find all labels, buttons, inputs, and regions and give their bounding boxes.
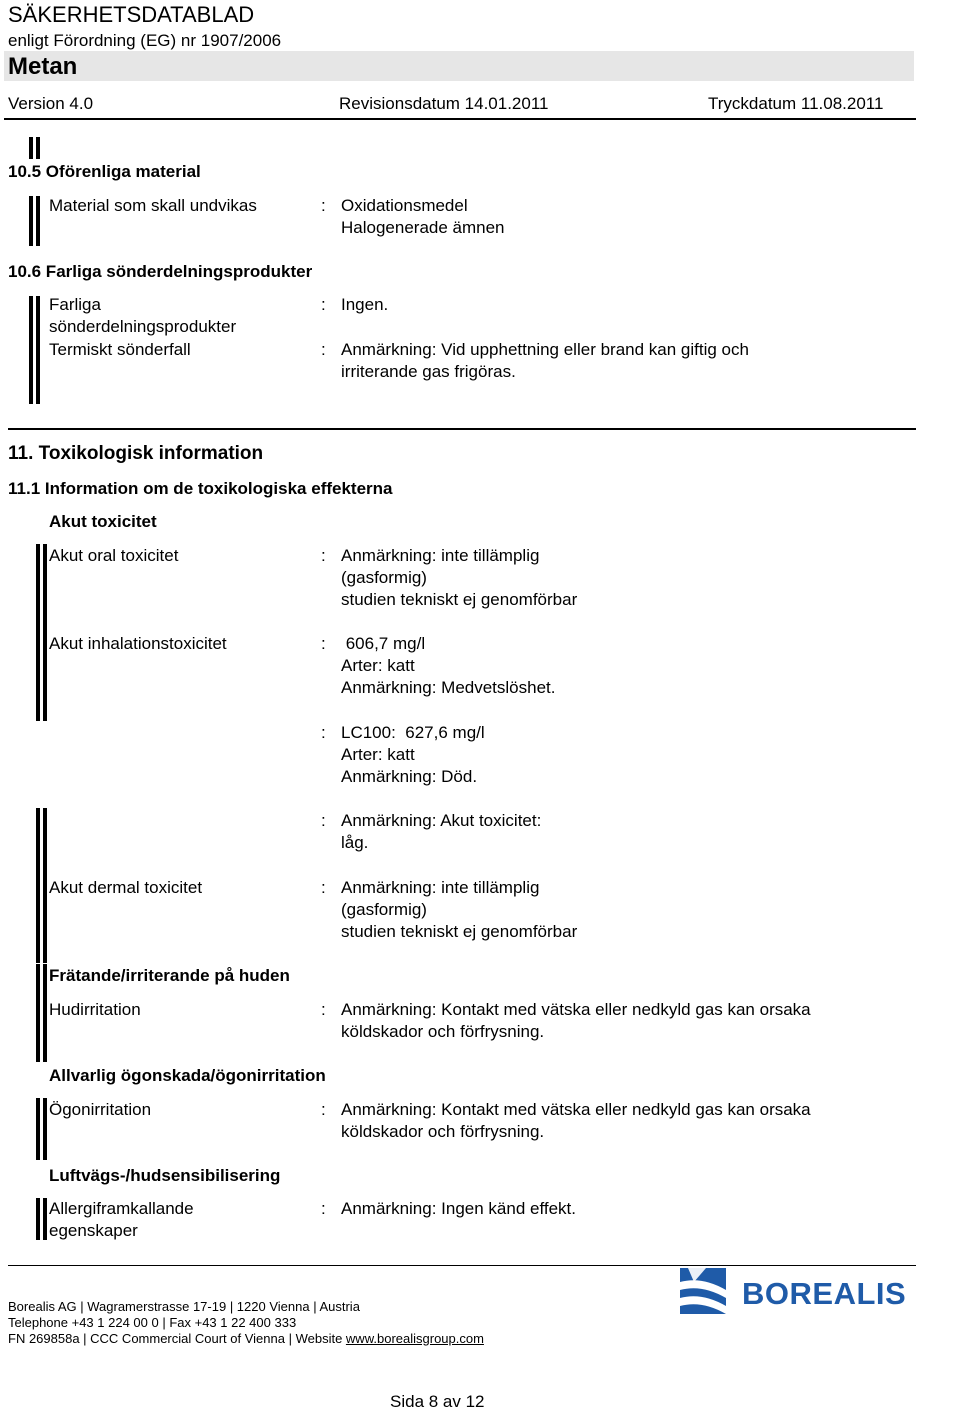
oral-toxicity-label: Akut oral toxicitet [49,546,179,565]
sensitisation-title: Luftvägs-/hudsensibilisering [49,1166,281,1185]
change-bar [36,296,40,404]
change-bar [36,964,40,1062]
colon: : [321,1000,326,1019]
colon: : [321,878,326,897]
borealis-logo-text: BOREALIS [742,1276,907,1311]
change-bar [36,808,40,963]
page-number: Sida 8 av 12 [390,1392,485,1411]
change-bar [43,1198,47,1240]
section-11-1-heading: 11.1 Information om de toxikologiska effekterna [8,479,393,498]
colon: : [321,723,326,742]
website-link[interactable]: www.borealisgroup.com [345,1331,484,1346]
change-bar [29,137,33,159]
colon: : [321,1199,326,1218]
dermal-toxicity-label: Akut dermal toxicitet [49,878,203,897]
header-divider [4,118,916,120]
dermal-toxicity-value: Anmärkning: inte tillämplig (gasformig) studien tekniskt ej genomförbar [341,878,578,941]
change-bar [29,296,33,404]
incompatible-label: Material som skall undvikas [49,196,257,215]
section-divider [8,428,916,430]
thermal-decomposition-label: Termiskt sönderfall [49,340,191,359]
change-bar [43,964,47,1062]
footer-address: Borealis AG | Wagramerstrasse 17-19 | 1220 Vienna | Austria [8,1299,360,1314]
change-bar [43,544,47,721]
colon: : [321,340,326,359]
inhalation-value-1: 606,7 mg/l Arter: katt Anmärkning: Medvetslöshet. [341,634,556,697]
regulation-text: enligt Förordning (EG) nr 1907/2006 [8,31,282,50]
footer-divider [8,1265,916,1266]
change-bar [36,1198,40,1240]
change-bar [36,196,40,246]
section-10-6-heading: 10.6 Farliga sönderdelningsprodukter [8,262,313,281]
acute-toxicity-title: Akut toxicitet [49,512,157,531]
product-name: Metan [8,53,78,80]
version-text: Version 4.0 [8,94,94,113]
change-bar [36,1098,40,1160]
skin-irritation-value: Anmärkning: Kontakt med vätska eller nedkyld gas kan orsaka köldskador och förfrysning. [341,1000,811,1041]
change-bar [36,544,40,721]
eye-irritation-label: Ögonirritation [49,1100,152,1119]
colon: : [321,196,326,215]
eye-damage-title: Allvarlig ögonskada/ögonirritation [49,1066,326,1085]
colon: : [321,295,326,314]
change-bar [43,808,47,963]
colon: : [321,811,326,830]
product-bar [4,51,914,81]
section-10-5-heading: 10.5 Oförenliga material [8,162,201,181]
oral-toxicity-value: Anmärkning: inte tillämplig (gasformig) studien tekniskt ej genomförbar [341,546,578,609]
colon: : [321,546,326,565]
section-11-heading: 11. Toxikologisk information [8,443,264,464]
inhalation-value-3: Anmärkning: Akut toxicitet: låg. [341,811,542,852]
inhalation-toxicity-label: Akut inhalationstoxicitet [49,634,227,653]
colon: : [321,1100,326,1119]
footer-registry: FN 269858a | CCC Commercial Court of Vienna | Website www.borealisgroup.com [8,1331,484,1346]
thermal-decomposition-value: Anmärkning: Vid upphettning eller brand kan giftig och irriterande gas frigöras. [341,340,749,381]
eye-irritation-value: Anmärkning: Kontakt med vätska eller nedkyld gas kan orsaka köldskador och förfrysning. [341,1100,811,1141]
inhalation-value-2: LC100: 627,6 mg/l Arter: katt Anmärkning: Död. [341,723,485,786]
skin-irritation-label: Hudirritation [49,1000,141,1019]
revision-date: Revisionsdatum 14.01.2011 [339,94,549,113]
incompatible-values: Oxidationsmedel Halogenerade ämnen [341,196,505,237]
allergenic-label: Allergiframkallande egenskaper [49,1199,194,1240]
change-bar [43,1098,47,1160]
change-bar [29,196,33,246]
print-date: Tryckdatum 11.08.2011 [708,94,884,113]
footer-phone: Telephone +43 1 224 00 0 | Fax +43 1 22 400 333 [8,1315,297,1330]
change-bar [36,137,40,159]
decomposition-value: Ingen. [341,295,389,314]
allergenic-value: Anmärkning: Ingen känd effekt. [341,1199,577,1218]
skin-corrosion-title: Frätande/irriterande på huden [49,966,290,985]
decomposition-label: Farliga sönderdelningsprodukter [49,295,237,336]
document-title: SÄKERHETSDATABLAD [8,2,255,27]
borealis-logo [680,1268,952,1316]
colon: : [321,634,326,653]
